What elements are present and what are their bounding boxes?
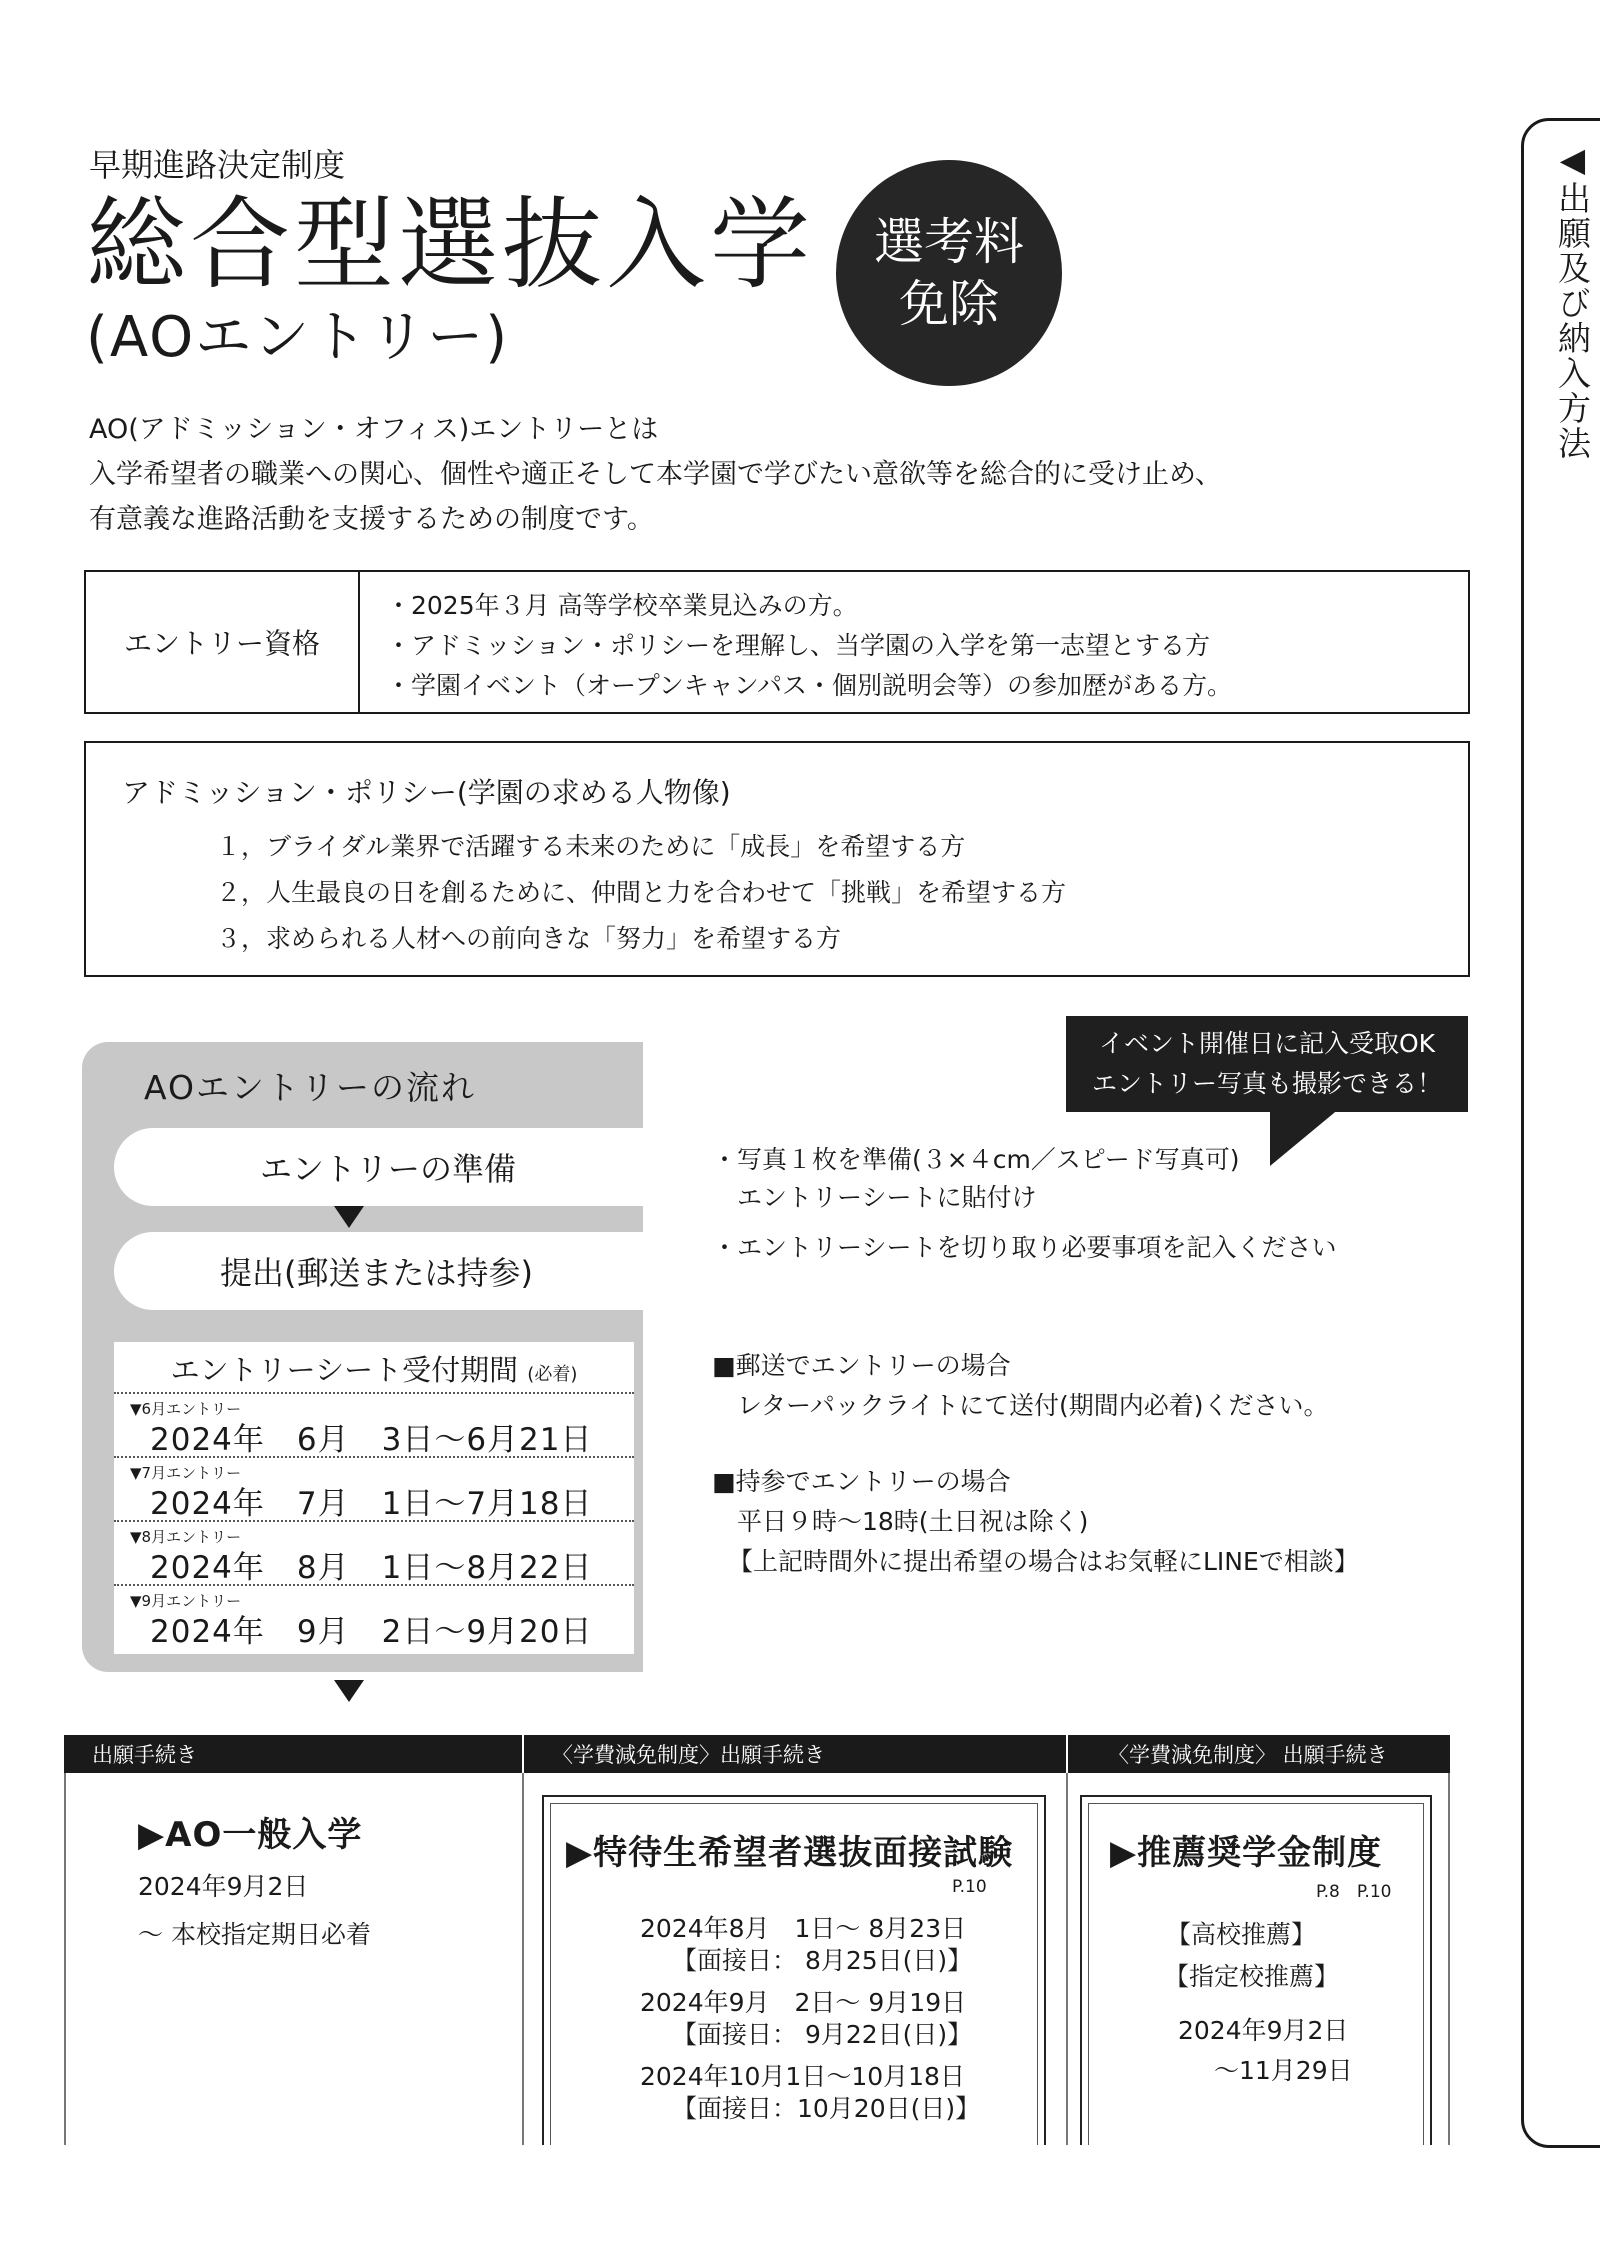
period-label: ▼9月エントリー xyxy=(130,1592,242,1610)
ao-general-date: 2024年9月2日 xyxy=(138,1872,309,1901)
period-label: ▼8月エントリー xyxy=(130,1528,242,1546)
interview-period: 2024年9月 2日～ 9月19日 xyxy=(640,1988,967,2017)
period-label: ▼6月エントリー xyxy=(130,1400,242,1418)
column-line xyxy=(1448,1773,1450,2145)
column-line xyxy=(522,1773,524,2145)
recommendation-scholarship-title: ▶推薦奨学金制度 xyxy=(1110,1833,1383,1873)
badge-line2: 免除 xyxy=(899,275,999,333)
scholarship-interview-title: ▶特待生希望者選抜面接試験 xyxy=(566,1833,1014,1873)
entry-period-box xyxy=(114,1342,634,1654)
column-line xyxy=(1066,1773,1068,2145)
flow-step-submit xyxy=(114,1232,643,1310)
interview-period: 2024年10月1日～10月18日 xyxy=(640,2062,965,2091)
eligibility-label: エントリー資格 xyxy=(123,627,320,660)
col-header-text: 〈学費減免制度〉出願手続き xyxy=(552,1743,825,1767)
policy-item: ２，人生最良の日を創るために、仲間と力を合わせて「挑戦」を希望する方 xyxy=(216,878,1067,907)
policy-item: ３，求められる人材への前向きな「努力」を希望する方 xyxy=(216,924,842,953)
page-ref: P.10 xyxy=(952,1877,987,1897)
ao-flow-panel xyxy=(82,1042,643,1672)
recommend-date: 2024年9月2日 xyxy=(1178,2016,1349,2045)
side-tab-label: ◀出願及び納入方法 xyxy=(1553,140,1592,461)
divider xyxy=(114,1392,634,1394)
col-header-text: 出願手続き xyxy=(92,1743,197,1767)
col-header-ao xyxy=(64,1735,522,1773)
event-callout xyxy=(1066,1016,1468,1112)
in-person-heading: ■持参でエントリーの場合 xyxy=(712,1467,1011,1496)
recommend-type: 【指定校推薦】 xyxy=(1164,1962,1340,1991)
divider xyxy=(114,1520,634,1522)
prep-note-2: エントリーシートに貼付け xyxy=(712,1183,1037,1212)
recommend-deadline: ～11月29日 xyxy=(1214,2056,1353,2085)
arrow-down-icon xyxy=(334,1680,364,1702)
period-date: 2024年 7月 1日～7月18日 xyxy=(150,1486,593,1522)
period-date: 2024年 9月 2日～9月20日 xyxy=(150,1614,593,1650)
fee-waiver-badge xyxy=(836,160,1062,386)
eligibility-item: ・学園イベント（オープンキャンパス・個別説明会等）の参加歴がある方。 xyxy=(386,671,1233,700)
period-date: 2024年 8月 1日～8月22日 xyxy=(150,1550,593,1586)
period-title-text: エントリーシート受付期間 xyxy=(170,1353,519,1387)
callout-line1: イベント開催日に記入受取OK xyxy=(1098,1029,1436,1058)
callout-line2: エントリー写真も撮影できる！ xyxy=(1091,1069,1442,1098)
page-title: 総合型選抜入学 xyxy=(86,186,814,303)
table-divider xyxy=(358,572,360,712)
recommend-type: 【高校推薦】 xyxy=(1166,1920,1317,1949)
col-header-recommend xyxy=(1068,1735,1450,1773)
flow-title: AOエントリーの流れ xyxy=(144,1068,476,1107)
mail-line: レターパックライトにて送付(期間内必着)ください。 xyxy=(712,1391,1329,1420)
intro-line1: AO(アドミッション・オフィス)エントリーとは xyxy=(89,414,659,445)
page-subtitle: (AOエントリー) xyxy=(86,305,510,370)
procedures-table xyxy=(64,1735,1450,2145)
badge-line1: 選考料 xyxy=(874,213,1024,271)
ao-general-title: ▶AO一般入学 xyxy=(138,1815,363,1855)
intro-line2: 入学希望者の職業への関心、個性や適正そして本学園で学びたい意欲等を総合的に受け止め、 xyxy=(89,459,1222,490)
flow-step-prepare xyxy=(114,1128,643,1206)
divider xyxy=(114,1456,634,1458)
period-title xyxy=(114,1348,634,1389)
column-line xyxy=(64,1773,66,2145)
prep-note-1: ・写真１枚を準備(３×４cm／スピード写真可) xyxy=(712,1145,1240,1174)
intro-line3: 有意義な進路活動を支援するための制度です。 xyxy=(89,504,654,535)
interview-date: 【面接日： 8月25日(日)】 xyxy=(672,1946,973,1975)
eligibility-item: ・アドミッション・ポリシーを理解し、当学園の入学を第一志望とする方 xyxy=(386,631,1211,660)
page-ref: P.8 P.10 xyxy=(1316,1882,1392,1902)
in-person-line1: 平日９時～18時(土日祝は除く) xyxy=(712,1507,1089,1536)
callout-tail-icon xyxy=(1270,1108,1350,1168)
policy-item: １，ブライダル業界で活躍する未来のために「成長」を希望する方 xyxy=(216,832,966,861)
ao-general-deadline: ～ 本校指定期日必着 xyxy=(138,1920,371,1949)
divider xyxy=(114,1584,634,1586)
period-note: (必着) xyxy=(527,1364,578,1385)
mail-heading: ■郵送でエントリーの場合 xyxy=(712,1351,1011,1380)
interview-period: 2024年8月 1日～ 8月23日 xyxy=(640,1914,967,1943)
interview-date: 【面接日：10月20日(日)】 xyxy=(672,2094,981,2123)
interview-date: 【面接日： 9月22日(日)】 xyxy=(672,2020,973,2049)
prep-note-3: ・エントリーシートを切り取り必要事項を記入ください xyxy=(712,1233,1337,1262)
eligibility-table xyxy=(84,570,1470,714)
in-person-line2: 【上記時間外に提出希望の場合はお気軽にLINEで相談】 xyxy=(728,1547,1359,1576)
doc-category: 早期進路決定制度 xyxy=(89,146,346,184)
arrow-down-icon xyxy=(334,1206,364,1228)
flow-step-label: 提出(郵送または持参) xyxy=(220,1254,533,1292)
col-header-text: 〈学費減免制度〉 出願手続き xyxy=(1108,1743,1388,1767)
policy-title: アドミッション・ポリシー(学園の求める人物像) xyxy=(122,776,731,809)
col-header-scholarship xyxy=(524,1735,1066,1773)
flow-step-label: エントリーの準備 xyxy=(260,1150,517,1188)
eligibility-item: ・2025年３月 高等学校卒業見込みの方。 xyxy=(386,591,858,620)
admission-policy-box xyxy=(84,741,1470,977)
period-label: ▼7月エントリー xyxy=(130,1464,242,1482)
period-date: 2024年 6月 3日～6月21日 xyxy=(150,1422,593,1458)
